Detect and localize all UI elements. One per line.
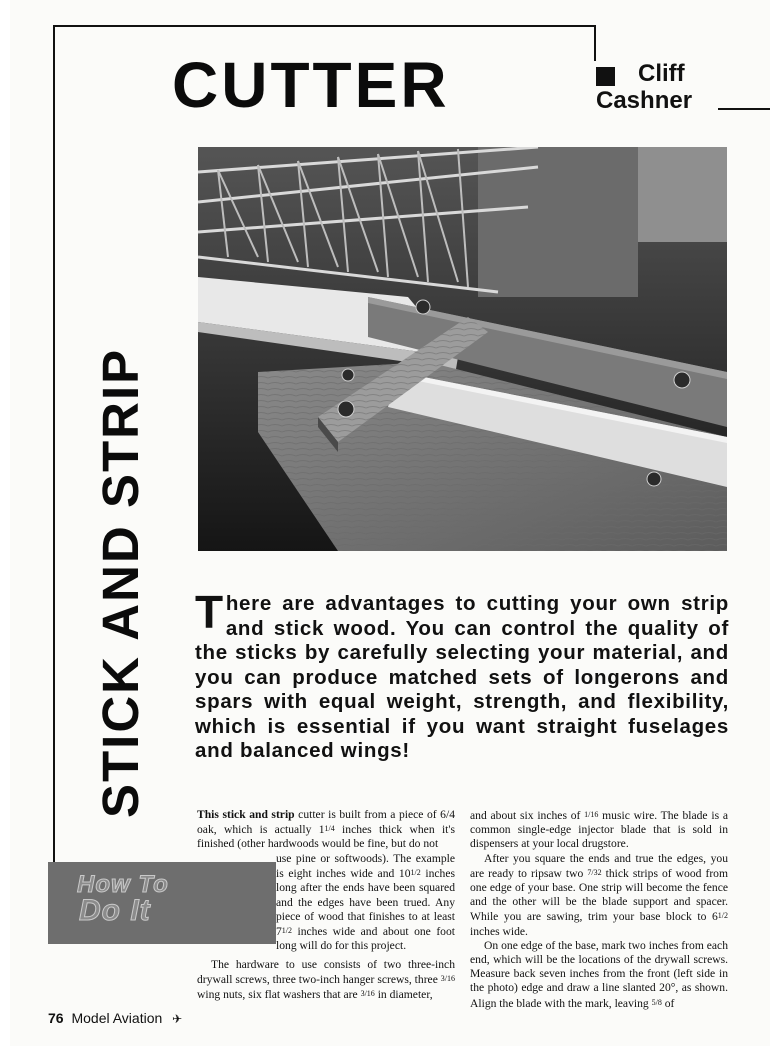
body-column-1-wrap — [276, 852, 455, 953]
airplane-icon: ✈ — [172, 1012, 183, 1026]
author-byline — [596, 60, 726, 114]
body-column-1-bottom — [197, 958, 455, 1003]
col1-text-h: in diameter, — [374, 988, 433, 1002]
col1-text-f: The hardware to use consists of two three-inch drywall screws, three two-inch hanger screws, three — [197, 958, 455, 987]
fraction: 1/4 — [324, 824, 335, 834]
fraction: 1/16 — [584, 810, 599, 819]
how-to-line-1: How To — [77, 871, 169, 898]
col1-text-a: cutter is built from a piece of 6/4 oak, which is actually 1 — [197, 808, 455, 837]
vertical-title: STICK AND STRIP — [92, 347, 149, 818]
col1-text-g: wing nuts, six flat washers that are — [197, 988, 361, 1002]
main-title: CUTTER — [172, 49, 450, 121]
how-to-badge-label — [77, 872, 267, 925]
fraction: 7/32 — [587, 867, 602, 877]
author-first-name: Cliff — [638, 60, 685, 87]
page-number: 76 — [48, 1010, 64, 1026]
body-column-2 — [470, 808, 728, 1011]
author-last-name: Cashner — [596, 87, 693, 114]
col2-text-f: On one edge of the base, mark two inches from each end, which will be the locations of the drywall screws. Measure back seven inches from the front (left side in the photo) edge and draw a line slanted 20°, as shown. Align the blade with the mark, leaving — [470, 938, 728, 1010]
col2-text-b: music wire. The blade is a common single-edge injector blade that is sold in dispensers at your local drugstore. — [470, 809, 728, 851]
lead-paragraph — [195, 586, 729, 764]
col1-text-c: use pine or softwoods). The example is eight inches wide and 10 — [276, 852, 455, 881]
fraction: 1/2 — [410, 868, 421, 878]
frame-rule-step — [594, 25, 596, 61]
page-footer — [48, 1009, 182, 1028]
col2-text-a: and about six inches of — [470, 809, 585, 822]
col2-text-c: After you square the ends and true the edges, you are ready to ripsaw two — [470, 851, 728, 880]
fraction: 3/16 — [440, 974, 455, 984]
drop-cap: T — [195, 586, 224, 638]
col2-text-d: thick strips of wood from one edge of your base. One strip will become the fence and the other will be the blade support and spacer. While you are sawing, trim your base block to 6 — [470, 866, 728, 924]
article-photo — [198, 147, 727, 551]
col2-text-e: inches wide. — [470, 924, 528, 938]
magazine-name: Model Aviation — [71, 1010, 163, 1026]
col2-text-g: of — [661, 996, 675, 1010]
fraction: 1/2 — [281, 926, 293, 936]
lead-text: here are advantages to cutting your own strip and stick wood. You can control the quality of the sticks by carefully selecting your material, and you can produce matched sets of longerons and spars with equal weight, strength, and flexibility, which is essential if you want straight fuselages and balanced wings! — [195, 592, 729, 762]
fraction: 5/8 — [651, 997, 662, 1007]
how-to-line-2: Do It — [79, 894, 151, 927]
col1-text-b: inches thick when it's finished (other hardwoods would be fine, but do not — [197, 823, 455, 851]
frame-rule-top — [53, 25, 595, 27]
photo-image — [198, 147, 727, 551]
body-column-1-top — [197, 808, 455, 852]
frame-rule-left — [53, 25, 55, 865]
fraction: 3/16 — [360, 989, 375, 999]
body-lead-in: This stick and strip — [197, 808, 295, 821]
col1-text-e: inches wide and about one foot long will do for this project. — [276, 925, 455, 953]
fraction: 1/2 — [717, 911, 728, 921]
col1-text-d: inches long after the ends have been squared and the edges have been trued. Any piece of wood that finishes to at least 7 — [276, 867, 455, 939]
